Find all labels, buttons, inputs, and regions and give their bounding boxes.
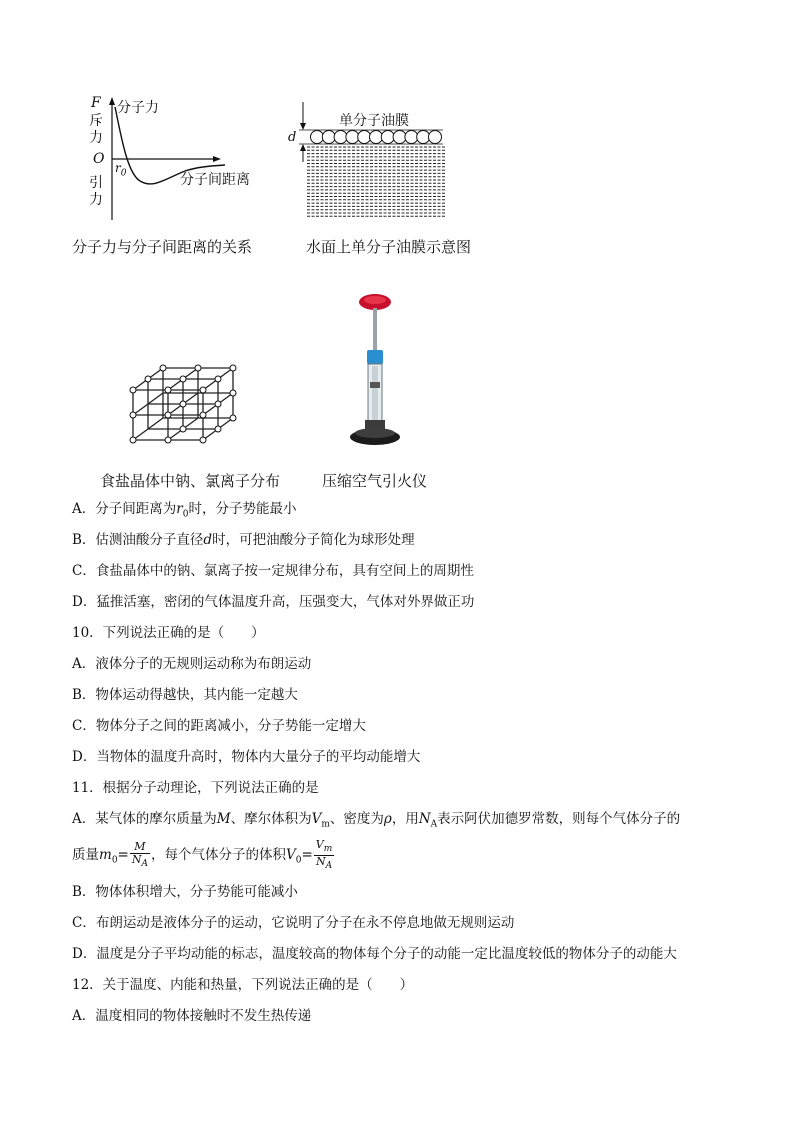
oil-molecule [405, 131, 418, 144]
figure-fire-syringe-caption: 压缩空气引火仪 [322, 472, 428, 490]
oil-molecule [417, 131, 430, 144]
q11-option-d: D．温度是分子平均动能的标志，温度较高的物体每个分子的动能一定比温度较低的物体分子的动能大 [72, 946, 677, 962]
repulsion-label: 斥力 [89, 113, 103, 146]
mass-fraction: $\frac{M}{N_A}$ [131, 839, 148, 870]
axis-force-label: 分子力 [117, 100, 159, 116]
attraction-label: 引力 [89, 175, 103, 208]
oil-molecule [358, 131, 371, 144]
origin-label: O [93, 151, 105, 167]
oil-molecule [429, 131, 442, 144]
q11-option-b: B．物体体积增大，分子势能可能减小 [72, 884, 298, 900]
volume-fraction: $\frac{V_m}{N_A}$ [315, 837, 333, 872]
q9-option-d: D．猛推活塞，密闭的气体温度升高，压强变大，气体对外界做正功 [72, 594, 475, 610]
q10-option-b: B．物体运动得越快，其内能一定越大 [72, 687, 298, 703]
figure-fire-syringe [345, 292, 405, 452]
q10-option-d: D．当物体的温度升高时，物体内大量分子的平均动能增大 [72, 749, 421, 765]
figure-nacl-crystal [125, 360, 240, 455]
q11-option-a-line2: 质量$m_0=$ $\frac{M}{N_A}$ ，每个气体分子的体积$V_0=$ $\frac{V_m}{N_A}$ [72, 837, 333, 872]
oil-molecule [393, 131, 406, 144]
oil-molecule [370, 131, 383, 144]
r0-label: $r_0$ [115, 161, 127, 179]
q9-option-c: C．食盐晶体中的钠、氯离子按一定规律分布，具有空间上的周期性 [72, 563, 474, 579]
q12-stem: 12．关于温度、内能和热量，下列说法正确的是（ ） [72, 977, 414, 993]
figure-force-distance [85, 95, 270, 225]
q10-option-c: C．物体分子之间的距离减小，分子势能一定增大 [72, 718, 366, 734]
q11-option-a-line1: A．某气体的摩尔质量为M、摩尔体积为$V_m$、密度为ρ，用$N_A$表示阿伏加德罗常数，则每个气体分子的 [72, 811, 681, 830]
axis-distance-label: 分子间距离 [180, 172, 250, 188]
figure-oil-film [285, 100, 465, 220]
q9-option-b: B．估测油酸分子直径d时，可把油酸分子简化为球形处理 [72, 532, 415, 548]
q9-option-a: A．分子间距离为$r_0$时，分子势能最小 [72, 501, 297, 520]
nacl-lattice [125, 360, 240, 455]
oil-molecule [322, 131, 335, 144]
oil-molecule [334, 131, 347, 144]
oil-molecule [381, 131, 394, 144]
q12-option-a: A．温度相同的物体接触时不发生热传递 [72, 1008, 312, 1024]
figure-oil-film-caption: 水面上单分子油膜示意图 [306, 238, 472, 256]
q11-stem: 11．根据分子动理论，下列说法正确的是 [72, 780, 319, 796]
oil-film-label: 单分子油膜 [339, 113, 409, 129]
figure-nacl-caption: 食盐晶体中钠、氯离子分布 [100, 472, 281, 490]
axis-f-label: F [91, 95, 101, 111]
fire-syringe-image [345, 292, 405, 452]
thickness-d-label: d [288, 130, 297, 145]
q10-option-a: A．液体分子的无规则运动称为布朗运动 [72, 656, 312, 672]
force-distance-graph [85, 95, 270, 225]
oil-molecule [346, 131, 359, 144]
figure-force-distance-caption: 分子力与分子间距离的关系 [72, 238, 253, 256]
q11-option-c: C．布朗运动是液体分子的运动，它说明了分子在永不停息地做无规则运动 [72, 915, 515, 931]
q10-stem: 10．下列说法正确的是（ ） [72, 625, 265, 641]
oil-molecule [311, 131, 324, 144]
